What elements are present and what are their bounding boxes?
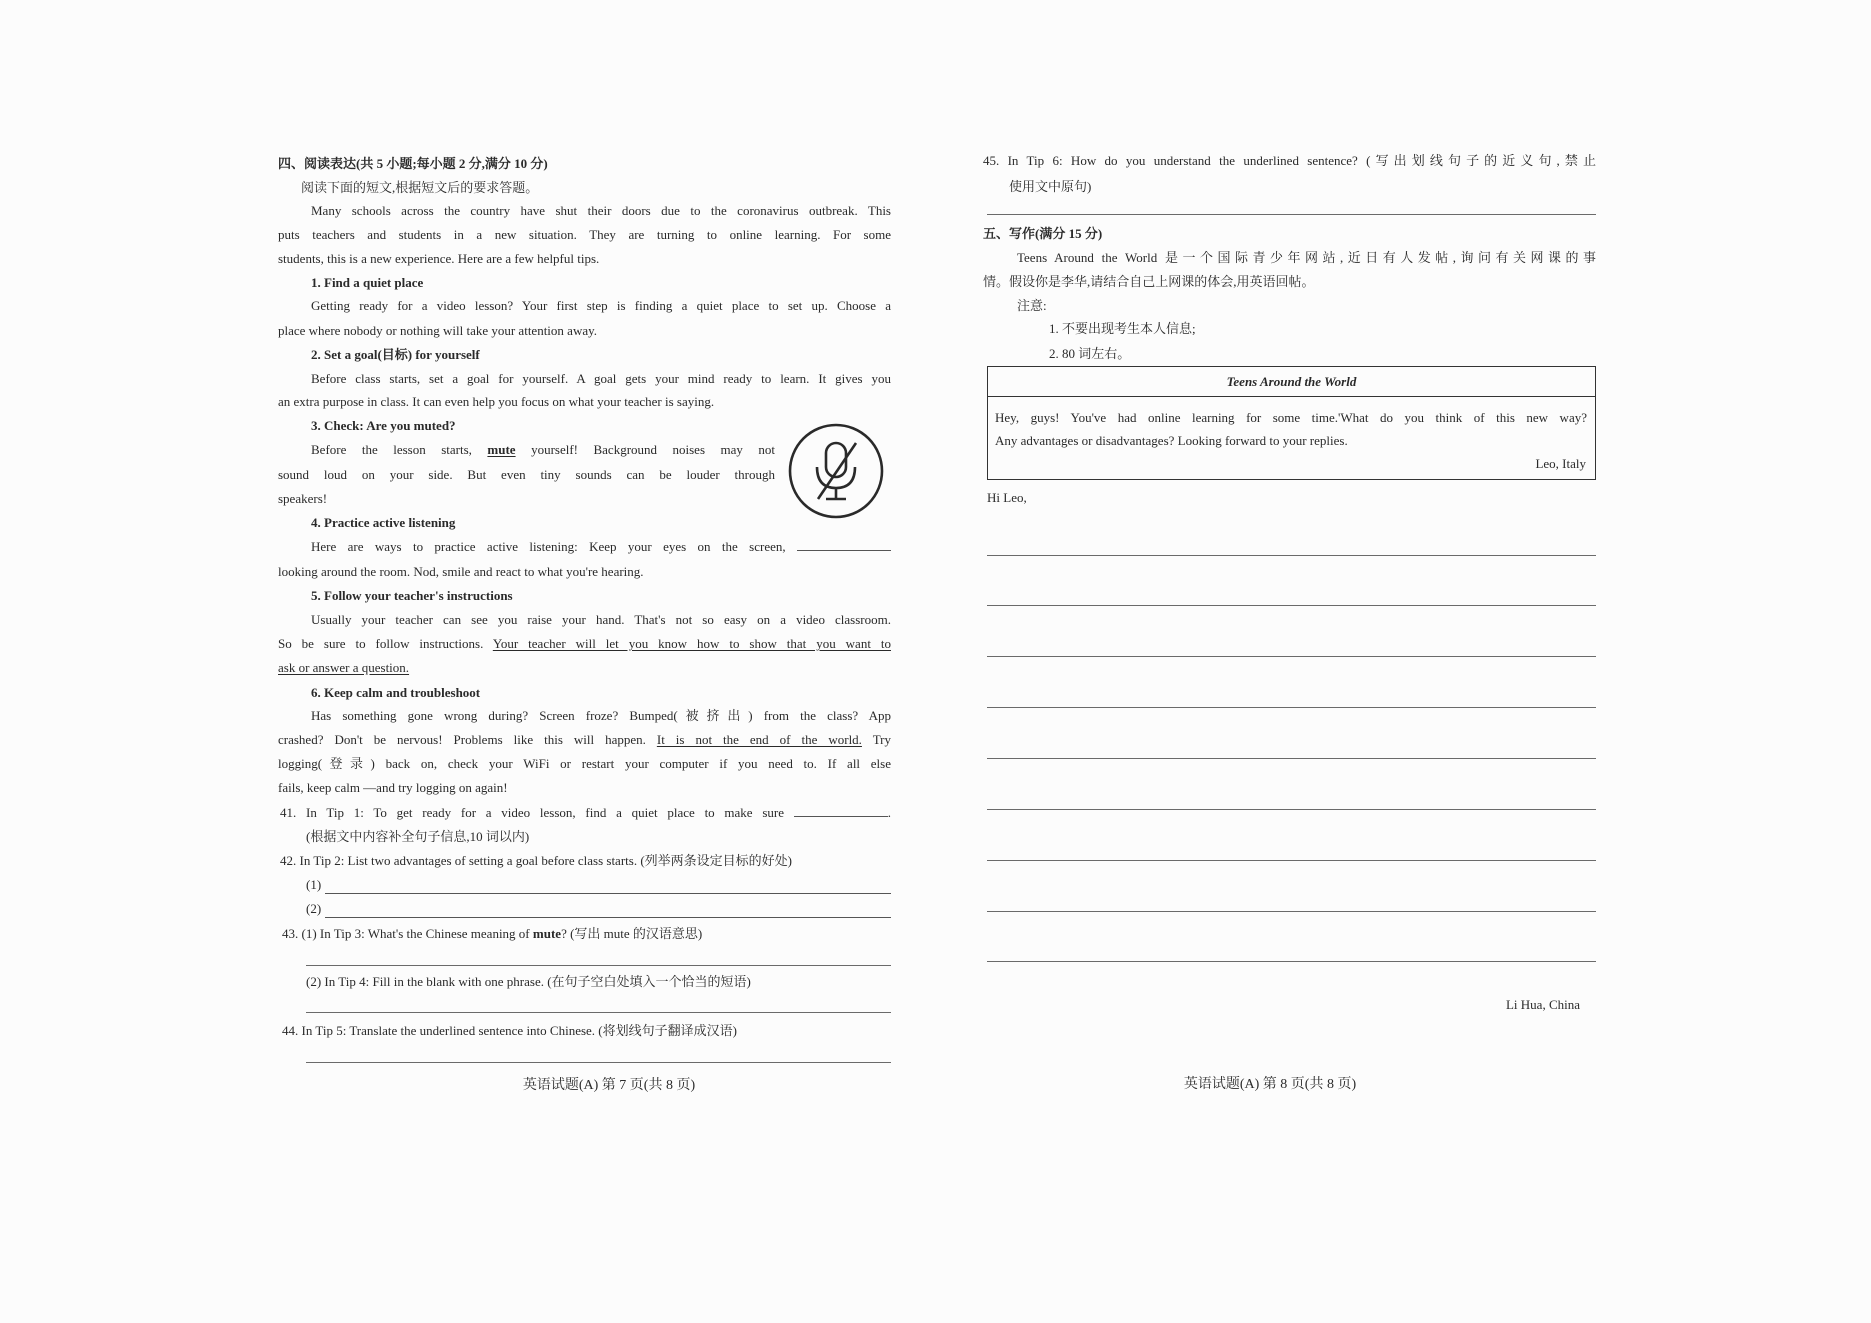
- writing-line: [987, 809, 1596, 810]
- letter-signoff: Li Hua, China: [1505, 997, 1580, 1012]
- tip-line: Before class starts, set a goal for yourself. A goal gets your mind ready to learn. It gives you: [311, 371, 891, 386]
- reading-instruction: 阅读下面的短文,根据短文后的要求答题。: [301, 180, 539, 195]
- tip-heading: 6. Keep calm and troubleshoot: [311, 685, 481, 700]
- answer-item: [306, 876, 891, 894]
- writing-prompt-line: 情。假设你是李华,请结合自己上网课的体会,用英语回帖。: [983, 274, 1315, 289]
- answer-line: [306, 965, 891, 966]
- tip-line: speakers!: [278, 491, 328, 506]
- forum-post-signature: Leo, Italy: [1535, 456, 1586, 471]
- writing-line: [987, 758, 1596, 759]
- writing-section-title: 五、写作(满分 15 分): [983, 226, 1103, 241]
- answer-item-label: (1): [306, 877, 322, 892]
- tip-text: Try: [861, 732, 892, 747]
- tip-line: Has something gone wrong during? Screen froze? Bumped(被挤出) from the class? App: [311, 708, 891, 723]
- forum-post-line: Any advantages or disadvantages? Looking forward to your replies.: [995, 433, 1348, 448]
- muted-microphone-icon: [786, 421, 886, 521]
- keyword-mute: mute: [532, 926, 562, 941]
- underlined-sentence: It is not the end of the world.: [656, 732, 862, 747]
- question-43-part1: [282, 925, 702, 943]
- tip-heading: 1. Find a quiet place: [311, 275, 424, 290]
- tip-line: looking around the room. Nod, smile and react to what you're hearing.: [278, 564, 644, 579]
- page-footer: 英语试题(A) 第 7 页(共 8 页): [522, 1078, 696, 1093]
- answer-line: [325, 904, 891, 918]
- answer-line: [987, 214, 1596, 215]
- writing-line: [987, 605, 1596, 606]
- question-41: [280, 804, 891, 822]
- writing-line: [987, 656, 1596, 657]
- writing-line: [987, 707, 1596, 708]
- passage-intro-line: students, this is a new experience. Here are a few helpful tips.: [278, 251, 600, 266]
- tip-line: Usually your teacher can see you raise your hand. That's not so easy on a video classroom.: [311, 612, 891, 627]
- underlined-sentence: Your teacher will let you know how to show that you want to: [492, 636, 891, 651]
- fill-in-blank: [797, 538, 891, 551]
- writing-line: [987, 860, 1596, 861]
- writing-line: [987, 555, 1596, 556]
- tip-line: place where nobody or nothing will take your attention away.: [278, 323, 598, 338]
- tip-line: [278, 635, 891, 653]
- forum-post-box: [987, 366, 1596, 480]
- answer-line: [325, 880, 891, 894]
- question-42: 42. In Tip 2: List two advantages of setting a goal before class starts. (列举两条设定目标的好处): [280, 853, 792, 868]
- section-title: 四、阅读表达(共 5 小题;每小题 2 分,满分 10 分): [278, 156, 548, 171]
- forum-post-line: Hey, guys! You've had online learning for some time.'What do you think of this new way?: [995, 410, 1587, 425]
- question-44: 44. In Tip 5: Translate the underlined sentence into Chinese. (将划线句子翻译成汉语): [282, 1023, 737, 1038]
- page-footer: 英语试题(A) 第 8 页(共 8 页): [1183, 1077, 1357, 1092]
- tip-line: logging(登录) back on, check your WiFi or restart your computer if you need to. If all else: [278, 756, 891, 771]
- passage-intro-line: Many schools across the country have shut their doors due to the coronavirus outbreak. This: [311, 203, 891, 218]
- note-label: 注意:: [1017, 298, 1047, 313]
- question-hint: (根据文中内容补全句子信息,10 词以内): [306, 829, 530, 844]
- question-text: 43. (1) In Tip 3: What's the Chinese meaning of: [282, 926, 533, 941]
- tip-text: Before the lesson starts,: [311, 442, 488, 457]
- forum-post-title: Teens Around the World: [988, 367, 1595, 397]
- tip-heading: 3. Check: Are you muted?: [311, 418, 456, 433]
- tip-heading: 5. Follow your teacher's instructions: [311, 588, 513, 603]
- writing-line: [987, 961, 1596, 962]
- keyword-mute: mute: [487, 442, 516, 457]
- tip-line: [278, 731, 891, 749]
- tip-line: an extra purpose in class. It can even help you focus on what your teacher is saying.: [278, 394, 715, 409]
- tip-text: So be sure to follow instructions.: [278, 636, 493, 651]
- tip-heading: 4. Practice active listening: [311, 515, 456, 530]
- passage-intro-line: puts teachers and students in a new situation. They are turning to online learning. For some: [278, 227, 891, 242]
- answer-line: [306, 1062, 891, 1063]
- tip-text: Here are ways to practice active listening: Keep your eyes on the screen,: [311, 539, 786, 554]
- tip-text: crashed? Don't be nervous! Problems like this will happen.: [278, 732, 657, 747]
- tip-line: [311, 441, 775, 459]
- question-text: ? (写出 mute 的汉语意思): [561, 926, 703, 941]
- answer-blank: [794, 804, 888, 817]
- tip-heading: 2. Set a goal(目标) for yourself: [311, 347, 480, 362]
- letter-greeting: Hi Leo,: [987, 490, 1027, 505]
- writing-line: [987, 911, 1596, 912]
- note-item: 1. 不要出现考生本人信息;: [1049, 321, 1196, 336]
- question-45: 使用文中原句): [1009, 179, 1092, 194]
- question-43-part2: (2) In Tip 4: Fill in the blank with one phrase. (在句子空白处填入一个恰当的短语): [306, 974, 751, 989]
- tip-line: fails, keep calm —and try logging on again!: [278, 780, 508, 795]
- underlined-sentence: ask or answer a question.: [278, 660, 410, 675]
- tip-line: Getting ready for a video lesson? Your first step is finding a quiet place to set up. Choose a: [311, 298, 891, 313]
- question-text: 41. In Tip 1: To get ready for a video lesson, find a quiet place to make sure: [280, 805, 784, 820]
- question-45: 45. In Tip 6: How do you understand the underlined sentence? (写出划线句子的近义句,禁止: [983, 153, 1596, 168]
- answer-line: [306, 1012, 891, 1013]
- note-item: 2. 80 词左右。: [1049, 346, 1131, 361]
- answer-item: [306, 900, 891, 918]
- tip-line: sound loud on your side. But even tiny sounds can be louder through: [278, 467, 775, 482]
- tip-line: [311, 538, 891, 556]
- tip-text: yourself! Background noises may not: [515, 442, 775, 457]
- answer-item-label: (2): [306, 901, 322, 916]
- writing-prompt-line: Teens Around the World 是一个国际青少年网站,近日有人发帖,询问有关网课的事: [1017, 250, 1596, 265]
- question-text: .: [887, 805, 892, 820]
